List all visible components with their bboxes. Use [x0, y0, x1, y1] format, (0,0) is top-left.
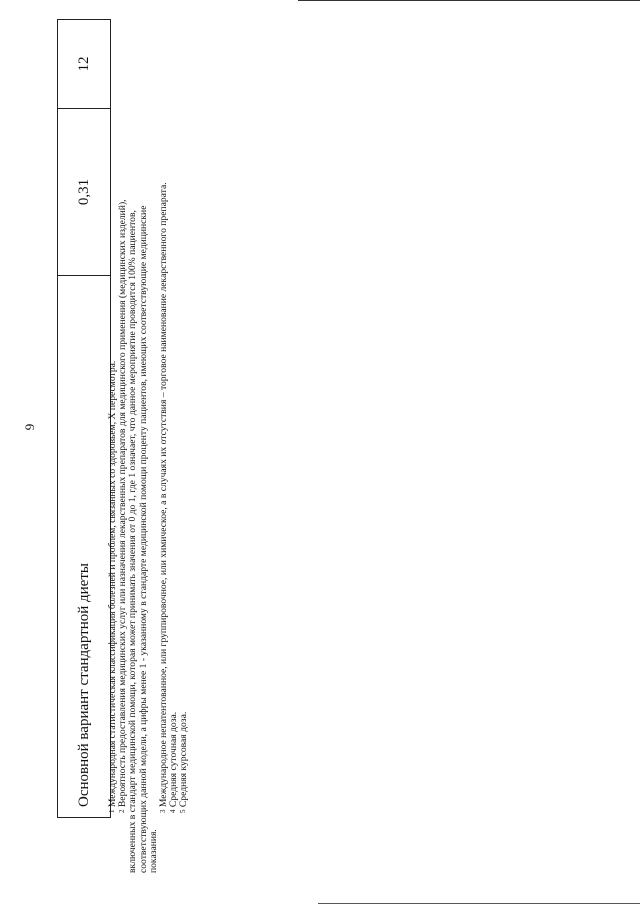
- diet-name-cell: Основной вариант стандартной диеты: [58, 276, 111, 818]
- footnote-2-line-2: включенных в стандарт медицинской помощи, которая может принимать значения от 0 до 1, где 1 означает, что данное мероприятие проводится 100% пациентов,: [127, 210, 139, 873]
- footnote-5-mark: 5: [179, 809, 188, 813]
- footnotes: [108, 18, 190, 873]
- footnote-5: [179, 18, 189, 873]
- footnote-4-mark: 4: [169, 809, 178, 813]
- diet-frequency-cell: 0,31: [58, 109, 111, 276]
- diet-quantity-cell: 12: [58, 20, 111, 109]
- footnote-3-mark: 3: [159, 809, 168, 813]
- footnote-5-text: Средняя курсовая доза.: [178, 711, 190, 808]
- footnote-3-text: Международное непатентованное, или группировочное, или химическое, а в случаях их отсутствия – торговое наименование лекарственного препарата.: [158, 182, 170, 808]
- footnote-1-text: Международная статистическая классификация болезней и проблем, связанных со здоровьем, X пересмотра.: [107, 360, 118, 808]
- footnote-2-line-4: показания.: [147, 829, 159, 873]
- page-number: 9: [22, 423, 37, 431]
- diet-table: [57, 19, 111, 818]
- footnote-4-text: Средняя суточная доза.: [168, 711, 180, 808]
- footnote-2-mark: 2: [118, 809, 127, 813]
- table-row: [58, 20, 111, 818]
- footnote-1-mark: 1: [108, 809, 116, 813]
- footnote-2-text: Вероятность предоставления медицинских услуг или назначения лекарственных препаратов для медицинского применения (медицинских изделий),: [117, 199, 129, 808]
- footnote-2-line-3: соответствующих данной модели, а цифры менее 1 - указанному в стандарте медицинской помощи проценту пациентов, имеющих соответствующие медицинские: [137, 205, 149, 873]
